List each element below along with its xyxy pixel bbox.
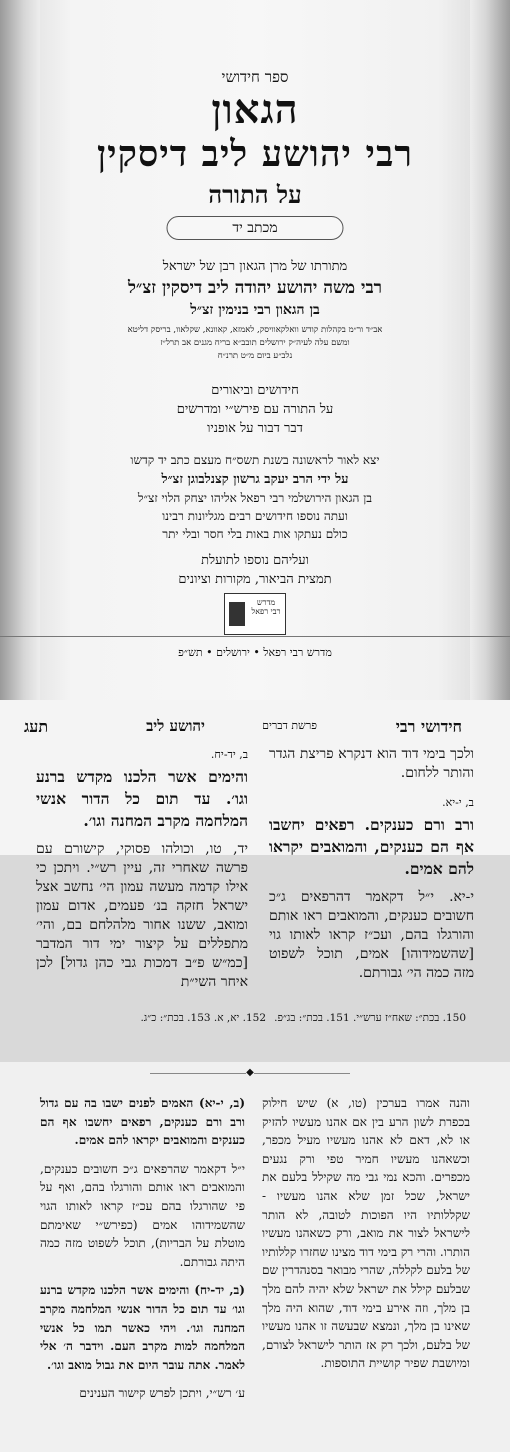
divider-ornament: ◆ — [246, 1067, 254, 1078]
author-name: רבי משה יהושע יהודה ליב דיסקין זצ״ל — [127, 278, 383, 298]
header-book-title: חידושי רבי — [395, 717, 462, 736]
bio-line-1: אב״ד ור״מ בקהלות קודש וואלקאוויסק, לאמזא, קאוונא, שקלאוו, בריסק דליטא — [127, 325, 383, 335]
commentary-text-1: י״ל דקאמר שהרפאים ג״כ חשובים כענקים, והמואבים ראו אותם והורגלו בהם, ואף על פי שהורגלו בהם עכ״ז קראו לאותו הגוי שהשמידוהו אמים (כפירש״י שאימתם מוטלת על הבריות), תוכל לשפוט מזה כמה היתה גבורתם. — [40, 1161, 245, 1269]
section-divider — [150, 1067, 350, 1078]
page-number: תעג — [24, 717, 49, 736]
footnotes-right: 150. בכת״: שאח״ז ערש״י. 151. בכת״: בג״פ. — [274, 1012, 466, 1024]
right-column — [269, 745, 474, 993]
series-label: ספר חידושי — [221, 68, 289, 86]
header-parsha: פרשת דברים — [262, 719, 317, 732]
contents-line-1: חידושים וביאורים — [211, 383, 299, 398]
bio-line-2: ומשם עלה לעיה״ק ירושלים תובב״א בריח מגנים אב תרל״ז — [160, 338, 350, 348]
verse-reference: ב, יד-יח. — [210, 748, 248, 761]
verse-heading: ורב ורם כענקים. רפאים יחשבו אף הם כענקים, והמואבים יקראו להם אמים. — [269, 815, 474, 878]
commentary-text: והנה אמרו בערכין (טו, א) שיש חילוק בכפרת לשון הרע בין אם אהנו מעשיו להזיק או לא, דאם לא אהנו מעשיו מעיל מכפר, וכשאהנו מעשיו חמיר טפי ורק נגעים מכפרים. והכא נמי גבי מה שקילל בלעם את ישראל, שכל זמן שלא אהנו מעשיו - שקללותיו היו הפוכות לטובה, לא הותר לישראל לצור את מואב, ורק כשאהנו מעשיו הותרו. והרי רק בימי דוד מצינו שחזרו קללותיו של בלעם לקללה, שהרי מבואר בסנהדרין שם שבלעם קילל את ישראל שלא יהיה להם מלך בן מלך, וזה אירע בימי דוד, שהוא היה מלך שאינו בן מלך, ונמצא שבעשה זו אהנו מעשיו של בלעם, ולכך רק אז הותר לישראל לצורם, ומיושבת שפיר קושיית התוספות. — [262, 1096, 470, 1371]
verse-heading: והימים אשר הלכנו מקדש ברנע וגו׳. עד תום כל הדור אנשי המלחמה מקרב המחנה וגו׳. — [36, 767, 248, 830]
publisher-footer: מדרש רבי רפאל • ירושלים • תש״פ — [178, 646, 332, 659]
bio-line-3: נלב״ע ביום מ״ט תרנ״ח — [217, 351, 293, 361]
commentary-text-2: ע׳ רש״י, ויתכן לפרש קישור הענינים — [79, 1386, 245, 1401]
contents-line-3: דבר דבור על אופניו — [207, 421, 303, 436]
added-line-2: תמצית הביאור, מקורות וציונים — [178, 572, 332, 587]
page2-left-column — [40, 1094, 245, 1413]
publisher-logo-text: מדרש רבי רפאל — [251, 598, 281, 616]
book-edge-left — [0, 0, 40, 700]
verse-reference: ב, י-יא. — [442, 796, 474, 809]
book-edge-right — [470, 0, 510, 700]
publication-line-1: יצא לאור לראשונה בשנת תשס״ח מעצם כתב יד קדשו — [130, 453, 380, 467]
title-page — [0, 0, 510, 700]
publication-line-3: בן הגאון הירושלמי רבי רפאל אליהו יצחק הלוי זצ״ל — [137, 491, 373, 505]
commentary-text: יד, טו, וכולהו פסוקי, קישורם עם פרשה שאחרי זה, עיין רש״י. ויתכן כי אילו קדמה מעשה עמון הי׳ נחשב אצל ישראל חזקה בנ׳ פעמים, אדום עמון ומואב, ששנו אחור מלהלחם בם, והי׳ מתפללים על קיצור ימי דור המדבר [כמ״ש פ״ב דמכות גבי כהן גדול] לכן איחר השי״ת — [36, 841, 248, 990]
subtitle: על התורה — [208, 180, 302, 209]
publisher-logo — [224, 593, 286, 635]
page2-right-column — [262, 1094, 470, 1383]
publication-line-4: ועתה נוספו חידושים רבים מגליונות רבינו — [162, 509, 348, 523]
verse-quote-1: (ב, י-יא) האמים לפנים ישבו בה עם גדול ורב ורם כענקים, רפאים יחשבו אף הם כענקים והמואבים יקראו להם אמים. — [40, 1096, 245, 1148]
publication-line-5: כולם נעתקו אות באות בלי חסר ובלי יתר — [162, 527, 348, 541]
book-icon — [229, 602, 245, 626]
footer-rule — [0, 636, 510, 637]
added-line-1: ועליהם נוספו לתועלת — [201, 553, 309, 568]
contents-line-2: על התורה עם פירש״י ומדרשים — [176, 402, 334, 417]
left-column — [36, 745, 248, 1002]
verse-quote-2: (ב, יד-יח) והימים אשר הלכנו מקדש ברנע וגו׳ עד תום כל הדור אנשי המלחמה מקרב המחנה וגו׳. ויהי כאשר תמו כל אנשי המלחמה למות מקרב העם. וידבר ה׳ אלי לאמר. אתה עובר היום את גבול מואב וגו׳. — [40, 1283, 245, 1372]
page-header — [0, 717, 510, 741]
publication-line-2: על ידי הרב יעקב גרשון קצנלבוגן זצ״ל — [161, 472, 349, 487]
title-line-2: רבי יהושע ליב דיסקין — [96, 133, 414, 175]
footnotes-left: 152. יא, א. 153. בכת״: כ״ג. — [140, 1012, 266, 1024]
manuscript-badge: מכתב יד — [167, 216, 344, 240]
title-line-1: הגאון — [211, 86, 299, 133]
commentary-text: י-יא. י״ל דקאמר דהרפאים ג״כ חשובים כענקים, והמואבים ראו אותם והורגלו בהם, ועכ״ז קראו לאותו גוי [שהשמידוהו] אמים, תוכל לשפוט מזה כמה הי׳ גבורתם. — [269, 889, 474, 981]
teaching-of: מתורתו של מרן הגאון רבן של ישראל — [162, 259, 348, 274]
author-father: בן הגאון רבי בנימין זצ״ל — [190, 302, 320, 318]
header-author: יהושע ליב — [146, 717, 205, 735]
intro-text: ולכך בימי דוד הוא דנקרא פריצת הגדר והותר ללחום. — [269, 746, 474, 781]
